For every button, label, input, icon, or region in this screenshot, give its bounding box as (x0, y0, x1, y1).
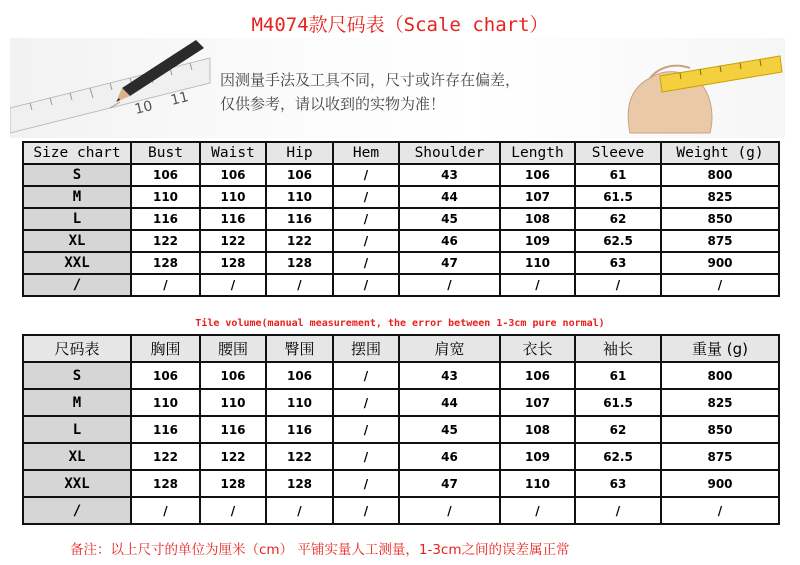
table-cell: 63 (575, 470, 661, 497)
table-cell: 44 (399, 186, 500, 208)
column-header: Hip (266, 142, 333, 164)
table-cell: 128 (200, 252, 266, 274)
column-header: Sleeve (575, 142, 661, 164)
table-cell: 800 (661, 362, 779, 389)
size-table-english (22, 141, 780, 297)
table-cell: 825 (661, 389, 779, 416)
table-cell: 122 (200, 443, 266, 470)
hand-tape-icon (628, 56, 782, 133)
table-cell: / (575, 274, 661, 296)
column-header: 胸围 (131, 335, 200, 362)
table-cell: 106 (500, 362, 575, 389)
table-cell: 47 (399, 470, 500, 497)
table-cell: / (266, 497, 333, 524)
table-cell: 122 (266, 230, 333, 252)
table-cell: 875 (661, 443, 779, 470)
table-cell: 110 (131, 186, 200, 208)
table-row (23, 362, 779, 389)
table-cell: / (399, 497, 500, 524)
table-cell: 110 (200, 186, 266, 208)
table-cell: 110 (266, 389, 333, 416)
table-cell: 106 (266, 362, 333, 389)
size-label-cell: / (23, 497, 131, 524)
size-label-cell: / (23, 274, 131, 296)
measurement-banner (10, 38, 785, 138)
table-row (23, 230, 779, 252)
table-cell: 900 (661, 252, 779, 274)
table-cell: 116 (200, 416, 266, 443)
table-cell: / (333, 416, 399, 443)
table-cell: 61.5 (575, 186, 661, 208)
column-header: 袖长 (575, 335, 661, 362)
column-header: Size chart (23, 142, 131, 164)
table-cell: 43 (399, 362, 500, 389)
table-cell: 110 (266, 186, 333, 208)
table-cell: / (131, 274, 200, 296)
table-cell: 106 (131, 362, 200, 389)
table-cell: 128 (266, 470, 333, 497)
ruler-icon (10, 58, 210, 133)
table-cell: 110 (500, 470, 575, 497)
table-row (23, 389, 779, 416)
column-header: 摆围 (333, 335, 399, 362)
table-cell: 62.5 (575, 443, 661, 470)
table-cell: / (333, 164, 399, 186)
table-cell: 122 (131, 230, 200, 252)
header-row (23, 335, 779, 362)
table-row (23, 208, 779, 230)
table-cell: / (333, 230, 399, 252)
table-cell: / (500, 274, 575, 296)
table-cell: 45 (399, 416, 500, 443)
table-cell: 122 (266, 443, 333, 470)
table-cell: / (333, 362, 399, 389)
table-cell: 116 (131, 208, 200, 230)
size-table-chinese (22, 334, 780, 525)
table-row (23, 274, 779, 296)
table-cell: 106 (500, 164, 575, 186)
table-cell: / (333, 274, 399, 296)
table-cell: 875 (661, 230, 779, 252)
table-cell: / (200, 497, 266, 524)
table-cell: 47 (399, 252, 500, 274)
measurement-note: Tile volume(manual measurement, the error between 1-3cm pure normal) (195, 318, 605, 329)
table-cell: 46 (399, 443, 500, 470)
table-cell: / (333, 208, 399, 230)
header-row (23, 142, 779, 164)
table-cell: 46 (399, 230, 500, 252)
table-cell: 116 (266, 416, 333, 443)
disclaimer-text (220, 68, 520, 116)
size-label-cell: L (23, 208, 131, 230)
table-cell: 128 (200, 470, 266, 497)
table-cell: / (333, 470, 399, 497)
column-header: Shoulder (399, 142, 500, 164)
table-cell: 62 (575, 416, 661, 443)
column-header: 尺码表 (23, 335, 131, 362)
table-cell: / (575, 497, 661, 524)
size-label-cell: XL (23, 230, 131, 252)
column-header: Bust (131, 142, 200, 164)
table-cell: / (131, 497, 200, 524)
ruler-mark-10: 10 (133, 98, 155, 118)
table-cell: 61 (575, 362, 661, 389)
table-cell: 106 (200, 164, 266, 186)
table-cell: / (333, 252, 399, 274)
table-cell: 110 (131, 389, 200, 416)
size-label-cell: S (23, 164, 131, 186)
table-cell: 850 (661, 416, 779, 443)
table-cell: 109 (500, 443, 575, 470)
disclaimer-line-2: 仅供参考，请以收到的实物为准！ (220, 95, 446, 113)
column-header: Waist (200, 142, 266, 164)
table-cell: 900 (661, 470, 779, 497)
table-cell: 108 (500, 416, 575, 443)
table-row (23, 252, 779, 274)
table-cell: 107 (500, 389, 575, 416)
page-title: M4074款尺码表（Scale chart） (251, 14, 549, 36)
table-cell: 44 (399, 389, 500, 416)
ruler-mark-11: 11 (169, 89, 191, 109)
size-label-cell: M (23, 389, 131, 416)
size-label-cell: XXL (23, 252, 131, 274)
table-cell: / (399, 274, 500, 296)
table-cell: 63 (575, 252, 661, 274)
size-label-cell: S (23, 362, 131, 389)
table-cell: 122 (131, 443, 200, 470)
table-cell: 825 (661, 186, 779, 208)
table-cell: 128 (131, 470, 200, 497)
size-label-cell: M (23, 186, 131, 208)
size-label-cell: XL (23, 443, 131, 470)
table-cell: 62 (575, 208, 661, 230)
table-cell: 116 (200, 208, 266, 230)
table-cell: / (333, 443, 399, 470)
table-cell: / (333, 186, 399, 208)
table-cell: / (200, 274, 266, 296)
table-cell: / (500, 497, 575, 524)
table-row (23, 164, 779, 186)
table-cell: / (661, 274, 779, 296)
table-cell: 110 (500, 252, 575, 274)
column-header: 腰围 (200, 335, 266, 362)
table-row (23, 186, 779, 208)
column-header: 重量 (g) (661, 335, 779, 362)
table-cell: 128 (266, 252, 333, 274)
table-cell: 45 (399, 208, 500, 230)
size-label-cell: XXL (23, 470, 131, 497)
table-cell: 61 (575, 164, 661, 186)
column-header: 臀围 (266, 335, 333, 362)
table-cell: 106 (131, 164, 200, 186)
table-cell: 107 (500, 186, 575, 208)
size-label-cell: L (23, 416, 131, 443)
table-cell: 116 (266, 208, 333, 230)
table-cell: 850 (661, 208, 779, 230)
table-cell: 800 (661, 164, 779, 186)
table-cell: 106 (200, 362, 266, 389)
table-cell: 128 (131, 252, 200, 274)
table-cell: / (333, 497, 399, 524)
column-header: Hem (333, 142, 399, 164)
table-cell: 106 (266, 164, 333, 186)
table-cell: / (266, 274, 333, 296)
table-row (23, 443, 779, 470)
table-cell: 116 (131, 416, 200, 443)
table-row (23, 416, 779, 443)
table-cell: 61.5 (575, 389, 661, 416)
column-header: 衣长 (500, 335, 575, 362)
table-cell: / (661, 497, 779, 524)
table-row (23, 497, 779, 524)
table-cell: 110 (200, 389, 266, 416)
disclaimer-line-1: 因测量手法及工具不同，尺寸或许存在偏差， (220, 71, 521, 89)
table-cell: 62.5 (575, 230, 661, 252)
table-cell: 43 (399, 164, 500, 186)
table-cell: 122 (200, 230, 266, 252)
table-cell: 109 (500, 230, 575, 252)
table-cell: / (333, 389, 399, 416)
footer-remark: 备注：以上尺寸的单位为厘米（cm） 平铺实量人工测量，1-3cm之间的误差属正常 (70, 542, 570, 558)
column-header: 肩宽 (399, 335, 500, 362)
column-header: Weight (g) (661, 142, 779, 164)
table-cell: 108 (500, 208, 575, 230)
table-row (23, 470, 779, 497)
column-header: Length (500, 142, 575, 164)
